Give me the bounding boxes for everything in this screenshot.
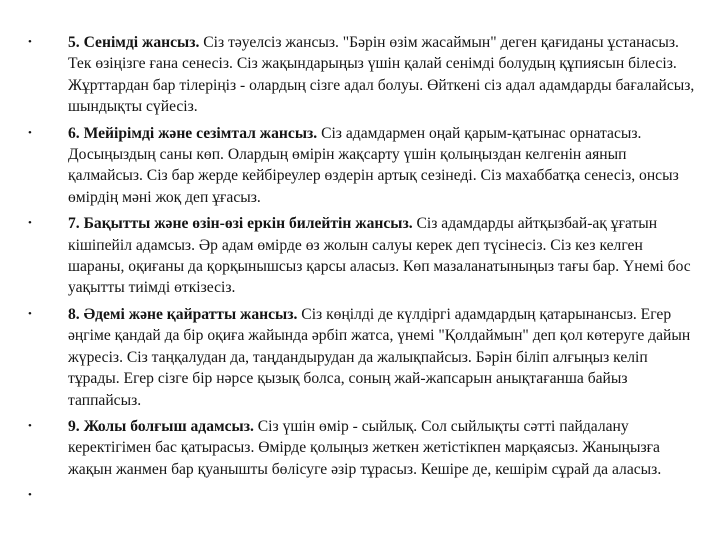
bullet-icon: • xyxy=(28,307,32,320)
list-item xyxy=(28,304,700,411)
bullet-icon: • xyxy=(28,489,32,502)
item-text: Сіз үшін өмір - сыйлық. Сол сыйлықты сәтті пайдалану керектігімен бас қатырасыз. Өмірде қолыңыз жеткен жетістікпен марқаясыз. Жаныңызға жақын жанмен бар қуанышты бөлісуге әзір тұрасыз. Кешіре де, кешірім сұрай да аласыз. xyxy=(68,417,662,478)
list-item xyxy=(28,213,700,299)
list-item xyxy=(28,32,700,118)
item-title: 7. Бақытты және өзін-өзі еркін билейтін жансыз. xyxy=(68,215,413,233)
item-title: 5. Сенімді жансыз. xyxy=(68,34,200,51)
bullet-icon: • xyxy=(28,126,32,139)
item-text: Сіз адамдармен оңай қарым-қатынас орнатасыз. Досыңыздың саны көп. Олардың өмірін жақсарту үшін қолыңыздан келгенін аянып қалмайсыз. Сіз бар жерде кейбіреулер өздерін артық сезінеді. Сіз махаббатқа сенесіз, онсыз өмірдің мәні жоқ деп ұғасыз. xyxy=(68,124,679,206)
item-title: 8. Әдемі және қайратты жансыз. xyxy=(68,305,298,323)
item-text: Сіз көңілді де күлдіргі адамдардың қатарынансыз. Егер әңгіме қандай да бір оқиға жайында әрбіп жатса, үнемі "Қолдаймын" деп қол көтеруге дайын жүресіз. Сіз таңқалудан да, таңдандырудан да жалықпайсыз. Бәрін біліп алғыңыз келіп тұрады. Егер сізге бір нәрсе қызық болса, соның жай-жапсарын анықтағанша байыз таппайсыз. xyxy=(68,305,691,409)
item-text: Сіз адамдарды айтқызбай-ақ ұғатын кішіпейіл адамсыз. Әр адам өмірде өз жолын салуы керек деп түсінесіз. Сіз кез келген шараны, оқиғаны да қорқынышсыз қарсы аласыз. Көп мазаланатыныңыз тағы бар. Үнемі бос уақытты тиімді өткізесіз. xyxy=(68,215,691,297)
bullet-icon: • xyxy=(28,419,32,432)
item-title: 6. Мейірімді және сезімтал жансыз. xyxy=(68,124,318,142)
bullet-list xyxy=(28,32,700,502)
list-item xyxy=(28,123,700,209)
list-item xyxy=(28,416,700,480)
item-text: Сіз тәуелсіз жансыз. "Бәрін өзім жасаймын" деген қағиданы ұстанасыз. Тек өзіңізге ғана сенесіз. Сіз жақындарыңыз үшін қалай сенімді болудың құпиясын білесіз. Жұрттардан бар тілеріңіз - олардың сізге адал болуы. Өйткені сіз адал адамдарды бағалайсыз, шындықты сүйесіз. xyxy=(68,34,695,116)
bullet-icon: • xyxy=(28,36,32,48)
bullet-icon: • xyxy=(28,217,32,230)
item-title: 9. Жолы болғыш адамсыз. xyxy=(68,417,254,435)
